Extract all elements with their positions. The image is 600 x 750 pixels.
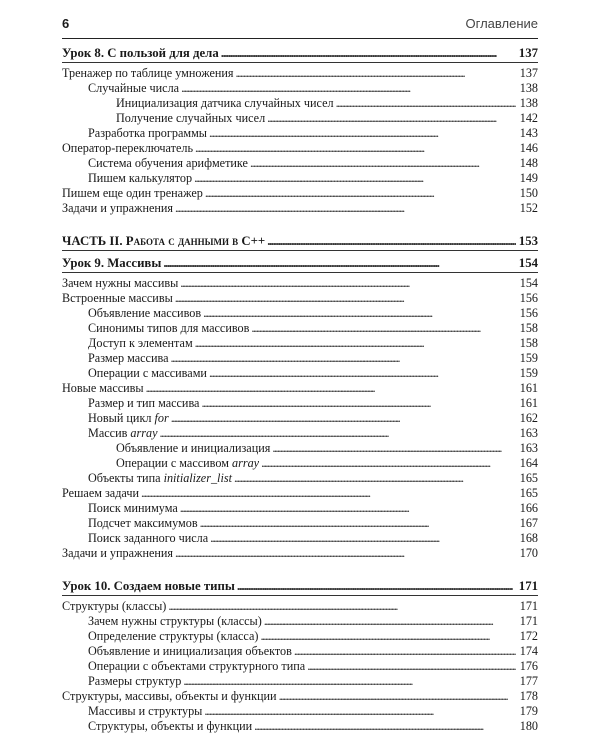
toc-entry[interactable]: Пишем еще один тренажер . . . 150: [62, 186, 538, 201]
toc-entry[interactable]: Размеры структур . . . 177: [62, 674, 538, 689]
toc-entry[interactable]: Новые массивы . . . 161: [62, 381, 538, 396]
page-number: 6: [62, 16, 70, 31]
toc-entry[interactable]: Задачи и упражнения . . . 152: [62, 201, 538, 216]
toc-entry[interactable]: Объявление и инициализация объектов . . . 174: [62, 644, 538, 659]
section-title: Оглавление: [465, 16, 538, 31]
toc-lesson-heading[interactable]: Урок 9. Массивы . . . 154: [62, 254, 538, 273]
toc-entry[interactable]: Инициализация датчика случайных чисел . . . 138: [62, 96, 538, 111]
toc-entry[interactable]: Операции с массивами . . . 159: [62, 366, 538, 381]
toc-entry[interactable]: Структуры (классы) . . . 171: [62, 599, 538, 614]
toc-entry[interactable]: Размер массива . . . 159: [62, 351, 538, 366]
toc-lesson-heading[interactable]: Урок 10. Создаем новые типы . . . 171: [62, 577, 538, 596]
toc-entry[interactable]: Получение случайных чисел . . . 142: [62, 111, 538, 126]
toc-lesson-heading[interactable]: Урок 8. С пользой для дела . . . 137: [62, 44, 538, 63]
toc-entry[interactable]: Структуры, массивы, объекты и функции . . . 178: [62, 689, 538, 704]
toc-entry[interactable]: Решаем задачи . . . 165: [62, 486, 538, 501]
toc-entry[interactable]: Оператор-переключатель . . . 146: [62, 141, 538, 156]
toc-entry[interactable]: Массив array . . . 163: [62, 426, 538, 441]
toc-entry[interactable]: Доступ к элементам . . . 158: [62, 336, 538, 351]
toc-entry[interactable]: Объекты типа initializer_list . . . 165: [62, 471, 538, 486]
table-of-contents: [62, 42, 538, 734]
toc-entry[interactable]: Структуры, объекты и функции . . . 180: [62, 719, 538, 734]
toc-entry[interactable]: Размер и тип массива . . . 161: [62, 396, 538, 411]
toc-entry[interactable]: Задачи и упражнения . . . 170: [62, 546, 538, 561]
toc-entry[interactable]: Пишем калькулятор . . . 149: [62, 171, 538, 186]
toc-entry[interactable]: Массивы и структуры . . . 179: [62, 704, 538, 719]
page-header: [62, 14, 538, 39]
toc-entry[interactable]: Встроенные массивы . . . 156: [62, 291, 538, 306]
toc-entry[interactable]: Объявление массивов . . . 156: [62, 306, 538, 321]
toc-entry[interactable]: Подсчет максимумов . . . 167: [62, 516, 538, 531]
toc-entry[interactable]: Зачем нужны массивы . . . 154: [62, 276, 538, 291]
toc-entry[interactable]: Операции с объектами структурного типа . . . 176: [62, 659, 538, 674]
toc-entry[interactable]: Зачем нужны структуры (классы) . . . 171: [62, 614, 538, 629]
toc-entry[interactable]: Поиск минимума . . . 166: [62, 501, 538, 516]
toc-entry[interactable]: Система обучения арифметике . . . 148: [62, 156, 538, 171]
toc-entry[interactable]: Разработка программы . . . 143: [62, 126, 538, 141]
toc-entry[interactable]: Определение структуры (класса) . . . 172: [62, 629, 538, 644]
toc-part-heading[interactable]: ЧАСТЬ II. Работа с данными в C++ . . . 153: [62, 232, 538, 251]
toc-entry[interactable]: Объявление и инициализация . . . 163: [62, 441, 538, 456]
toc-entry[interactable]: Синонимы типов для массивов . . . 158: [62, 321, 538, 336]
toc-entry[interactable]: Новый цикл for . . . 162: [62, 411, 538, 426]
toc-entry[interactable]: Поиск заданного числа . . . 168: [62, 531, 538, 546]
toc-entry[interactable]: Операции с массивом array . . . 164: [62, 456, 538, 471]
toc-entry[interactable]: Случайные числа . . . 138: [62, 81, 538, 96]
toc-entry[interactable]: Тренажер по таблице умножения . . . 137: [62, 66, 538, 81]
